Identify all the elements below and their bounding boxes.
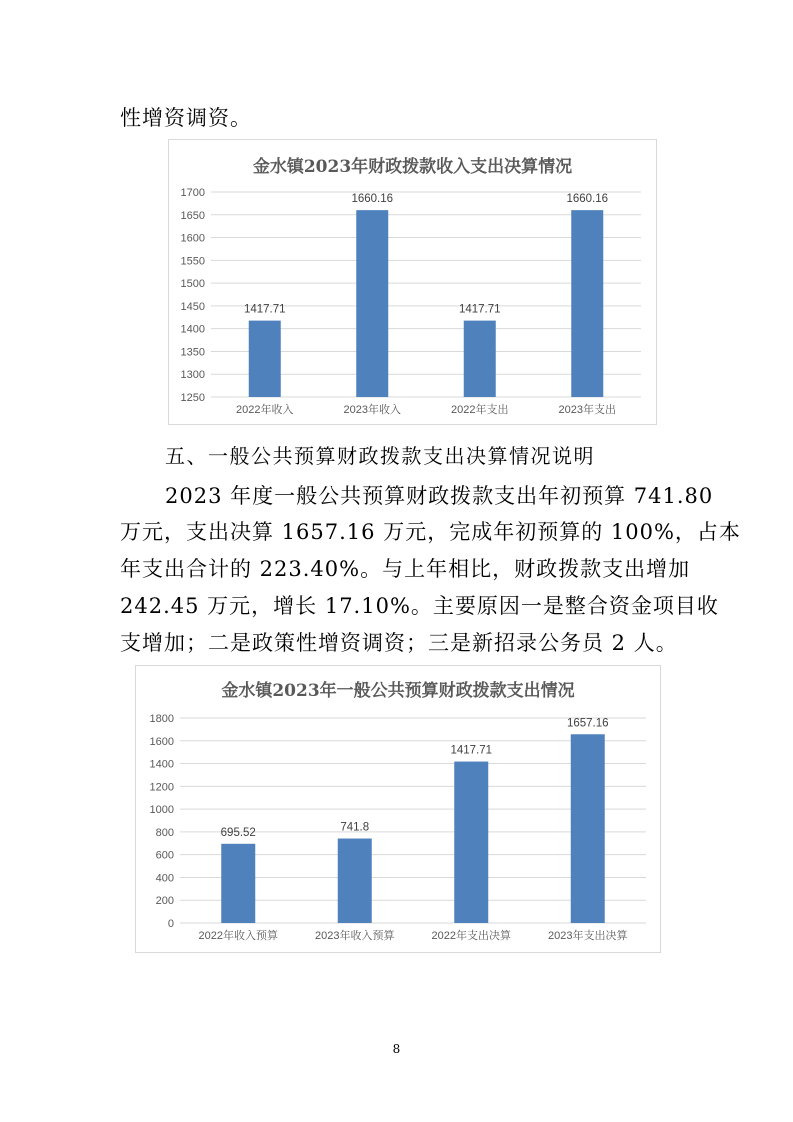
y-tick-label: 1450 <box>180 300 205 313</box>
para-line-0: 2023 年度一般公共预算财政拨款支出年初预算 741.80 <box>165 484 714 508</box>
data-label: 1657.16 <box>566 717 609 730</box>
y-tick-label: 800 <box>155 826 174 839</box>
data-label: 1660.16 <box>566 193 609 206</box>
chart-1 <box>168 139 657 425</box>
bar <box>338 839 372 923</box>
y-tick-label: 1000 <box>149 804 174 817</box>
data-label: 695.52 <box>220 826 256 839</box>
y-tick-label: 1800 <box>149 713 174 725</box>
data-label: 741.8 <box>340 821 370 834</box>
y-tick-label: 1700 <box>180 187 205 199</box>
x-tick-label: 2023年支出 <box>558 404 616 416</box>
bar <box>571 734 605 923</box>
y-tick-label: 1400 <box>180 323 205 336</box>
chart-2-plot <box>136 666 660 952</box>
y-tick-label: 200 <box>155 895 174 908</box>
x-tick-label: 2023年收入预算 <box>315 930 395 942</box>
para-line-2: 年支出合计的 223.40%。与上年相比，财政拨款支出增加 <box>120 557 691 581</box>
x-tick-label: 2023年收入 <box>343 404 401 416</box>
bar <box>454 762 488 923</box>
data-label: 1660.16 <box>351 193 394 206</box>
x-tick-label: 2022年支出 <box>451 404 509 416</box>
y-tick-label: 1600 <box>180 232 205 245</box>
y-tick-label: 1550 <box>180 255 205 268</box>
y-tick-label: 1500 <box>180 278 205 291</box>
para-line-3: 242.45 万元，增长 17.10%。主要原因一是整合资金项目收 <box>120 594 719 618</box>
y-tick-label: 1350 <box>180 346 205 359</box>
bar <box>464 321 496 397</box>
page-number: 8 <box>392 1042 401 1056</box>
y-tick-label: 600 <box>155 849 174 862</box>
chart-1-title: 金水镇2023年财政拨款收入支出决算情况 <box>252 157 573 177</box>
y-tick-label: 400 <box>155 872 174 885</box>
x-tick-label: 2022年支出决算 <box>431 930 511 942</box>
y-tick-label: 1200 <box>149 781 174 794</box>
y-tick-label: 1300 <box>180 369 205 382</box>
data-label: 1417.71 <box>243 303 286 316</box>
x-tick-label: 2022年收入预算 <box>198 930 278 942</box>
bar <box>571 210 603 397</box>
y-tick-label: 1250 <box>180 392 205 404</box>
chart-2-title: 金水镇2023年一般公共预算财政拨款支出情况 <box>221 681 575 701</box>
y-tick-label: 0 <box>167 918 174 930</box>
y-tick-label: 1400 <box>149 758 174 771</box>
x-tick-label: 2022年收入 <box>236 404 294 416</box>
data-label: 1417.71 <box>450 744 493 757</box>
body-line-0: 性增资调资。 <box>120 106 252 130</box>
para-line-1: 万元，支出决算 1657.16 万元，完成年初预算的 100%，占本 <box>120 520 741 544</box>
x-tick-label: 2023年支出决算 <box>548 930 628 942</box>
y-tick-label: 1600 <box>149 735 174 748</box>
y-tick-label: 1650 <box>180 209 205 222</box>
bar <box>221 844 255 923</box>
bar <box>249 321 281 397</box>
chart-1-plot <box>169 140 656 424</box>
chart-2 <box>135 665 661 953</box>
bar <box>356 210 388 397</box>
section-heading: 五、一般公共预算财政拨款支出决算情况说明 <box>165 444 595 468</box>
data-label: 1417.71 <box>458 303 501 316</box>
para-line-4: 支增加；二是政策性增资调资；三是新招录公务员 2 人。 <box>120 631 678 655</box>
